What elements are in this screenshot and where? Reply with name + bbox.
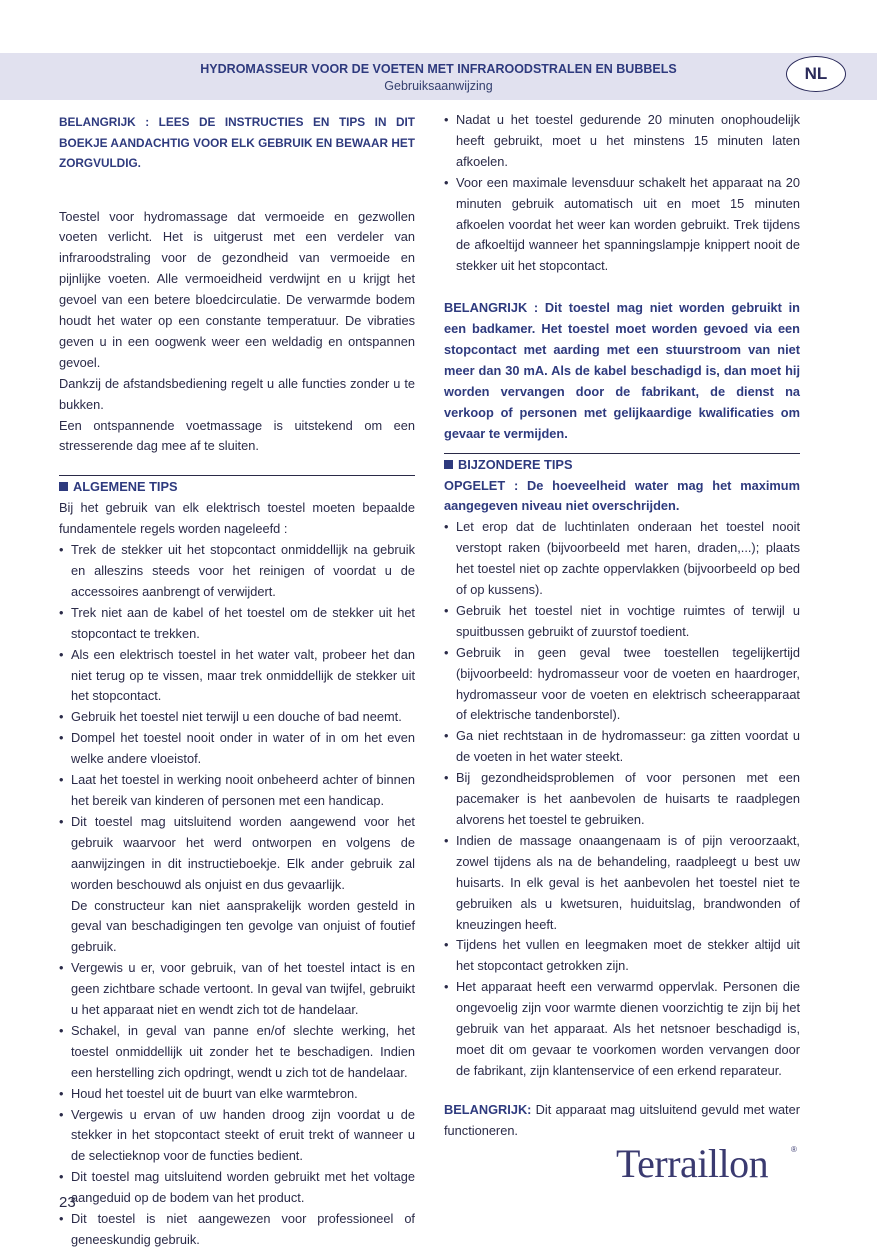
list-item: • Trek de stekker uit het stopcontact onmiddellijk na gebruik en alleszins steeds voor het reinigen of voordat u de accessoires aanbrengt of verwijdert. (59, 540, 415, 603)
right-column (444, 110, 800, 1142)
list-item: • Vergewis u er, voor gebruik, van of het toestel intact is en geen zichtbare schade vertoont. In geval van twijfel, gebruikt u het apparaat niet en wendt zich tot de handelaar. (59, 958, 415, 1021)
list-item: • Gebruik het toestel niet terwijl u een douche of bad neemt. (59, 707, 415, 728)
intro-paragraph: Dankzij de afstandsbediening regelt u alle functies zonder u te bukken. (59, 375, 415, 412)
square-bullet-icon (59, 482, 68, 491)
general-tips-list (59, 540, 415, 1251)
section-divider (59, 475, 415, 476)
list-item: • Gebruik in geen geval twee toestellen tegelijkertijd (bijvoorbeeld: hydromasseur voor de voeten en haardroger, hydromasseur voor de voeten en elektrisch scheerapparaat of elektrische tandenborstel). (444, 643, 800, 727)
list-item: • Dompel het toestel nooit onder in water of in om het even welke andere vloeistof. (59, 728, 415, 770)
section-heading-general: ALGEMENE TIPS (59, 477, 415, 498)
important-bathroom-warning: BELANGRIJK : Dit toestel mag niet worden gebruikt in een badkamer. Het toestel moet worden gevoed via een stopcontact met aarding met een stuurstroom van niet meer dan 30 mA. Als de kabel beschadigd is, dan moet hij worden vervangen door de fabrikant, de dienst na verkoop of personen met gelijkaardige kwalificaties om gevaar te vermijden. (444, 300, 800, 441)
language-badge: NL (786, 56, 846, 92)
list-item: • Gebruik het toestel niet in vochtige ruimtes of terwijl u spuitbussen gebruikt of zuurstof toedient. (444, 601, 800, 643)
list-item: • Houd het toestel uit de buurt van elke warmtebron. (59, 1084, 415, 1105)
list-item: • Let erop dat de luchtinlaten onderaan het toestel nooit verstopt raken (bijvoorbeeld met haren, draden,...); plaats het toestel niet op zachte oppervlakken (bijvoorbeeld op bed of op kussens). (444, 517, 800, 601)
list-item: • Schakel, in geval van panne en/of slechte werking, het toestel onmiddellijk uit zonder het te beschadigen. Indien een herstelling zich opdringt, wendt u zich tot de handelaar. (59, 1021, 415, 1084)
list-item: • Dit toestel mag uitsluitend worden aangewend voor het gebruik waarvoor het werd ontworpen en volgens de aanwijzingen in dit instructieboekje. Elk ander gebruik zal worden beschouwd als onjuist en dus gevaarlijk. De constructeur kan niet aansprakelijk worden gesteld in geval van beschadigingen ten gevolge van onjuist of foutief gebruik. (59, 812, 415, 958)
list-item: • Als een elektrisch toestel in het water valt, probeer het dan niet terug op te vissen, maar trek onmiddellijk de stekker uit het stopcontact. (59, 645, 415, 708)
list-item: • Indien de massage onaangenaam is of pijn veroorzaakt, zowel tijdens als na de behandeling, raadpleegt u best uw huisarts. In elk geval is het aanbevolen het toestel niet te gebruiken als u kwetsuren, huiduitslag, brandwonden of kneuzingen heeft. (444, 831, 800, 936)
list-item: • Dit toestel is niet aangewezen voor professioneel of geneeskundig gebruik. (59, 1209, 415, 1251)
page-number: 23 (59, 1194, 76, 1211)
list-item: • Dit toestel mag uitsluitend worden gebruikt met het voltage aangeduid op de bodem van het product. (59, 1167, 415, 1209)
list-item: • Nadat u het toestel gedurende 20 minuten onophoudelijk heeft gebruikt, moet u het minstens 15 minuten laten afkoelen. (444, 110, 800, 173)
final-note: BELANGRIJK: Dit apparaat mag uitsluitend gevuld met water functioneren. (444, 1101, 800, 1138)
important-intro: BELANGRIJK : LEES DE INSTRUCTIES EN TIPS IN DIT BOEKJE AANDACHTIG VOOR ELK GEBRUIK EN BEWAAR HET ZORGVULDIG. (59, 115, 415, 170)
list-item: • Ga niet rechtstaan in de hydromasseur: ga zitten voordat u de voeten in het water steekt. (444, 726, 800, 768)
list-item: • Laat het toestel in werking nooit onbeheerd achter of binnen het bereik van kinderen of personen met een handicap. (59, 770, 415, 812)
list-item: • Vergewis u ervan of uw handen droog zijn voordat u de stekker in het stopcontact steekt of eruit trekt of wanneer u de selectieknop voor de functies bedient. (59, 1105, 415, 1168)
section-divider (444, 453, 800, 454)
special-tips-list (444, 517, 800, 1081)
constructor-note: De constructeur kan niet aansprakelijk worden gesteld in geval van beschadigingen ten gevolge van onjuist of foutief gebruik. (71, 897, 415, 955)
list-item: • Trek niet aan de kabel of het toestel om de stekker uit het stopcontact te trekken. (59, 603, 415, 645)
general-intro: Bij het gebruik van elk elektrisch toestel moeten bepaalde fundamentele regels worden nageleefd : (59, 500, 415, 537)
list-item: • Bij gezondheidsproblemen of voor personen met een pacemaker is het aanbevolen de huisarts te raadplegen alvorens het toestel te gebruiken. (444, 768, 800, 831)
document-subtitle: Gebruiksaanwijzing (384, 79, 493, 93)
square-bullet-icon (444, 460, 453, 469)
left-column (59, 110, 415, 1251)
document-title: HYDROMASSEUR VOOR DE VOETEN MET INFRAROODSTRALEN EN BUBBELS (200, 62, 677, 76)
brand-logo: Terraillon (616, 1141, 769, 1186)
list-item: • Voor een maximale levensduur schakelt het apparaat na 20 minuten gebruik automatisch uit en moet 15 minuten afkoelen voordat het weer kan worden gebruikt. Trek tijdens de afkoeltijd wanneer het spanningslampje knippert nooit de stekker uit het stopcontact. (444, 173, 800, 278)
water-level-warning: OPGELET : De hoeveelheid water mag het maximum aangegeven niveau niet overschrijden. (444, 477, 800, 514)
intro-paragraph: Toestel voor hydromassage dat vermoeide en gezwollen voeten verlicht. Het is uitgerust met een verdeler van infraroodstraling voor de gezondheid van vermoeide en pijnlijke voeten. Alle vermoeidheid verdwijnt en u krijgt het gevoel van een betere bloedcirculatie. De verwarmde bodem houdt het water op een constante temperatuur. De vibraties geven u in een oogwenk weer een weldadig en ontspannen gevoel. (59, 208, 415, 370)
list-item: • Tijdens het vullen en leegmaken moet de stekker altijd uit het stopcontact getrokken zijn. (444, 935, 800, 977)
intro-paragraph: Een ontspannende voetmassage is uitstekend om een stresserende dag mee af te sluiten. (59, 417, 415, 454)
list-item: • Het apparaat heeft een verwarmd oppervlak. Personen die ongevoelig zijn voor warmte dienen voorzichtig te zijn bij het gebruik van het apparaat. Als het netsnoer beschadigd is, moet dit om gevaar te voorkomen worden vervangen door de fabrikant, zijn klantenservice of een erkend reparateur. (444, 977, 800, 1082)
cooldown-list (444, 110, 800, 277)
section-heading-special: BIJZONDERE TIPS (444, 455, 800, 476)
registered-mark: ® (791, 1145, 797, 1154)
